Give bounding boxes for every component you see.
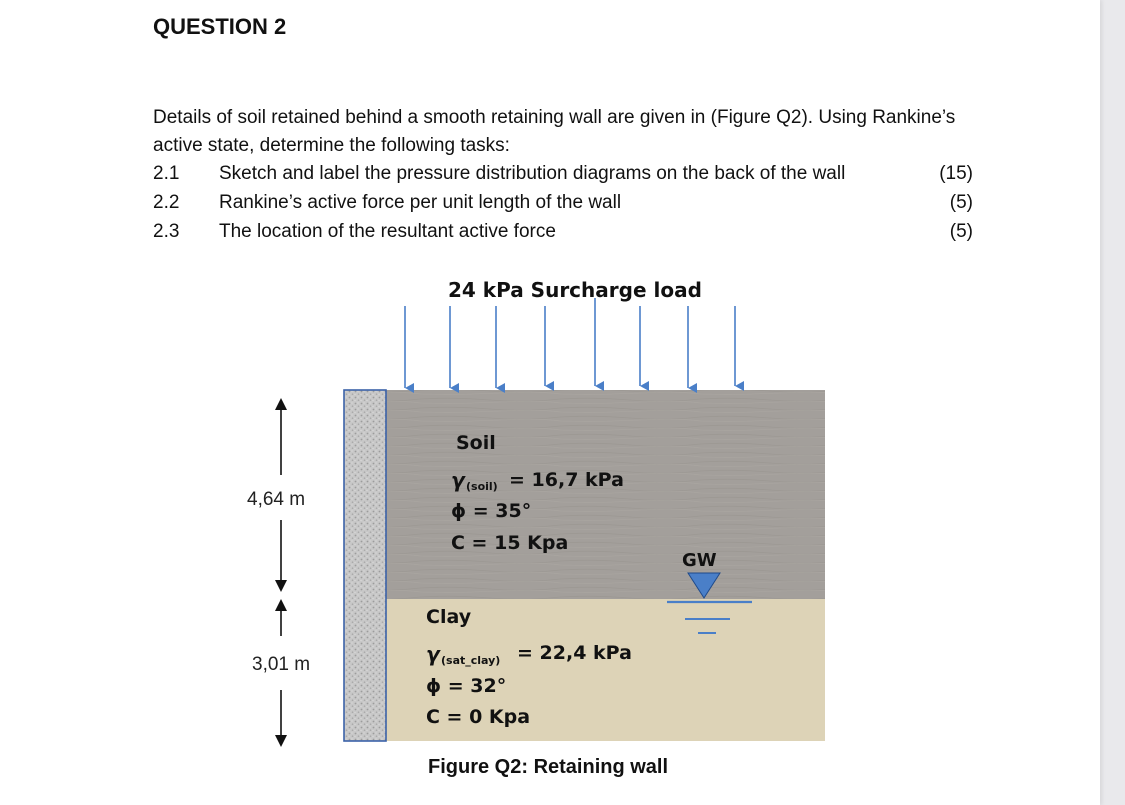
task-marks: (15) xyxy=(939,163,973,184)
clay-cohesion: C = 0 Kpa xyxy=(426,706,531,728)
gw-label: GW xyxy=(682,550,717,571)
question-title: QUESTION 2 xyxy=(153,14,287,39)
dimension-top-label: 4,64 m xyxy=(247,489,306,510)
soil-name: Soil xyxy=(456,432,496,454)
clay-phi: ϕ = 32° xyxy=(426,675,507,697)
question-intro: Details of soil retained behind a smooth retaining wall are given in (Figure Q2). Using Rankine’s active state, determine the following tasks: xyxy=(153,107,956,156)
clay-gamma-sub: (sat_clay) xyxy=(441,654,501,667)
task-marks: (5) xyxy=(949,192,973,213)
figure-caption: Figure Q2: Retaining wall xyxy=(428,756,669,778)
surcharge-arrows xyxy=(405,298,735,388)
soil-gamma-symbol: γ xyxy=(451,468,465,492)
clay-gamma-value: = 22,4 kPa xyxy=(517,642,632,664)
soil-cohesion: C = 15 Kpa xyxy=(451,532,569,554)
task-number: 2.1 xyxy=(153,163,180,184)
task-number: 2.3 xyxy=(153,221,180,242)
task-marks: (5) xyxy=(949,221,973,242)
task-number: 2.2 xyxy=(153,192,180,213)
dimension-bottom-label: 3,01 m xyxy=(252,654,311,675)
soil-texture xyxy=(386,390,825,599)
task-text: Sketch and label the pressure distribution diagrams on the back of the wall xyxy=(219,163,846,184)
retaining-wall xyxy=(344,390,386,741)
soil-phi: ϕ = 35° xyxy=(451,500,532,522)
clay-name: Clay xyxy=(426,606,472,628)
surcharge-label: 24 kPa Surcharge load xyxy=(448,278,702,302)
soil-gamma-sub: (soil) xyxy=(466,480,498,493)
clay-gamma-symbol: γ xyxy=(426,642,440,666)
soil-gamma-value: = 16,7 kPa xyxy=(509,469,624,491)
task-text: Rankine’s active force per unit length of the wall xyxy=(219,192,622,213)
task-text: The location of the resultant active force xyxy=(219,221,556,242)
